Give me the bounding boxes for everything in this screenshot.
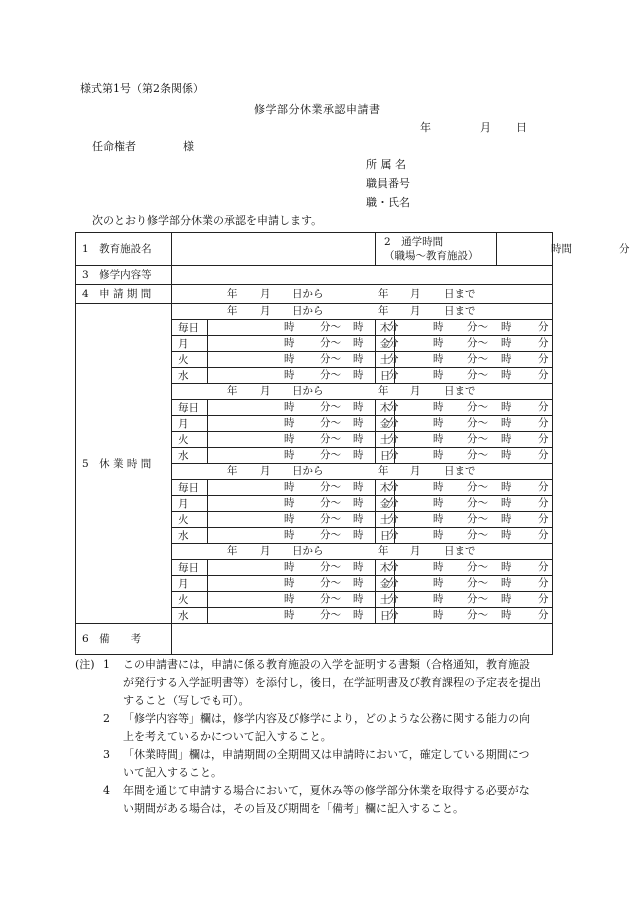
right-hour-unit-2: 時 [501, 529, 512, 541]
note-line: この申請書には，申請に係る教育施設の入学を証明する書類（合格通知，教育施設 [123, 658, 530, 671]
day-label: 日 [376, 608, 395, 624]
time-input[interactable] [395, 352, 553, 368]
day-label: 毎日 [172, 560, 208, 576]
left-minute-unit: 分 [388, 337, 399, 349]
time-input[interactable] [395, 496, 553, 512]
date-month: 月 [480, 121, 491, 134]
right-hour-unit: 時 [433, 449, 444, 461]
time-input[interactable] [208, 416, 399, 432]
day-label: 土 [376, 592, 395, 608]
left-hour-unit-2: 時 [353, 449, 364, 461]
leave-hours-label: 5 休 業 時 間 [76, 304, 172, 624]
right-hour-unit-2: 時 [501, 497, 512, 509]
left-minute-unit: 分 [388, 593, 399, 605]
period-month: 月 [260, 288, 271, 300]
right-minute-unit: 分 [538, 417, 549, 429]
commute-cell [376, 233, 630, 266]
day-label: 毎日 [172, 480, 208, 496]
time-input[interactable] [208, 512, 399, 528]
date-day: 日 [516, 121, 527, 134]
day-label: 木 [376, 320, 395, 336]
left-hour-unit: 時 [284, 609, 295, 621]
left-hour-unit-2: 時 [353, 561, 364, 573]
right-minute-from: 分～ [467, 529, 488, 541]
day-label: 火 [172, 592, 208, 608]
left-hour-unit-2: 時 [353, 401, 364, 413]
period-month-2: 月 [410, 288, 421, 300]
right-minute-from: 分～ [467, 513, 488, 525]
commute-label-box [376, 233, 497, 265]
left-hour-unit: 時 [284, 529, 295, 541]
left-hour-unit: 時 [284, 417, 295, 429]
right-hour-unit: 時 [433, 529, 444, 541]
right-minute-from: 分～ [467, 481, 488, 493]
period-until: 日まで [444, 288, 476, 300]
time-input[interactable] [208, 560, 399, 576]
day-label: 土 [376, 512, 395, 528]
leave-period-year: 年 [227, 545, 238, 557]
left-hour-unit-2: 時 [353, 417, 364, 429]
time-input[interactable] [208, 448, 399, 464]
leave-period-input[interactable] [172, 544, 553, 560]
time-input[interactable] [208, 320, 399, 336]
left-hour-unit: 時 [284, 561, 295, 573]
left-hour-unit: 時 [284, 481, 295, 493]
left-minute-from: 分～ [320, 593, 341, 605]
left-minute-unit: 分 [388, 401, 399, 413]
day-label: 日 [376, 528, 395, 544]
left-minute-unit: 分 [388, 561, 399, 573]
left-minute-unit: 分 [388, 497, 399, 509]
note-line: 年間を通じて申請する場合において，夏休み等の修学部分休業を取得する必要がな [123, 784, 530, 797]
commute-minutes-unit: 分 [619, 243, 630, 255]
day-label: 木 [376, 480, 395, 496]
document-title: 修学部分休業承認申請書 [254, 103, 381, 116]
right-hour-unit-2: 時 [501, 337, 512, 349]
left-minute-from: 分～ [320, 353, 341, 365]
leave-period-year: 年 [227, 465, 238, 477]
left-hour-unit-2: 時 [353, 529, 364, 541]
application-period-input[interactable] [172, 285, 553, 304]
leave-period-month-2: 月 [410, 385, 421, 397]
day-label: 火 [172, 432, 208, 448]
notes-prefix: (注) [75, 658, 95, 671]
leave-period-month-2: 月 [410, 545, 421, 557]
time-input[interactable] [395, 576, 553, 592]
right-minute-unit: 分 [538, 513, 549, 525]
day-label: 金 [376, 576, 395, 592]
leave-period-until: 日まで [444, 305, 476, 317]
right-hour-unit-2: 時 [501, 369, 512, 381]
right-minute-from: 分～ [467, 561, 488, 573]
left-hour-unit-2: 時 [353, 337, 364, 349]
intro-text: 次のとおり修学部分休業の承認を申請します。 [92, 214, 323, 227]
left-minute-from: 分～ [320, 337, 341, 349]
left-minute-from: 分～ [320, 417, 341, 429]
notes-section [75, 656, 565, 818]
period-year: 年 [227, 288, 238, 300]
leave-period-until: 日まで [444, 545, 476, 557]
right-hour-unit: 時 [433, 497, 444, 509]
right-minute-unit: 分 [538, 401, 549, 413]
leave-period-month: 月 [260, 305, 271, 317]
institution-label: 1 教育施設名 [76, 233, 172, 266]
left-hour-unit-2: 時 [353, 497, 364, 509]
time-input[interactable] [208, 432, 399, 448]
left-minute-from: 分～ [320, 401, 341, 413]
left-minute-unit: 分 [388, 529, 399, 541]
applicant-staffno-label: 職員番号 [366, 177, 410, 190]
leave-period-year: 年 [227, 305, 238, 317]
leave-period-from: 日から [292, 305, 324, 317]
right-minute-from: 分～ [467, 417, 488, 429]
day-label: 月 [172, 496, 208, 512]
left-minute-from: 分～ [320, 609, 341, 621]
right-minute-unit: 分 [538, 321, 549, 333]
row-institution [76, 233, 553, 266]
leave-period-from: 日から [292, 465, 324, 477]
leave-period-year-2: 年 [378, 545, 389, 557]
time-input[interactable] [395, 432, 553, 448]
left-minute-unit: 分 [388, 481, 399, 493]
right-minute-from: 分～ [467, 593, 488, 605]
left-minute-unit: 分 [388, 433, 399, 445]
right-minute-from: 分～ [467, 577, 488, 589]
left-hour-unit: 時 [284, 593, 295, 605]
day-label: 月 [172, 416, 208, 432]
left-hour-unit-2: 時 [353, 609, 364, 621]
left-hour-unit: 時 [284, 369, 295, 381]
right-minute-unit: 分 [538, 449, 549, 461]
right-minute-unit: 分 [538, 561, 549, 573]
application-period-label: 4 申 請 期 間 [76, 285, 172, 304]
time-input[interactable] [208, 592, 399, 608]
right-hour-unit-2: 時 [501, 417, 512, 429]
leave-period-input[interactable] [172, 384, 553, 400]
note-line: い期間がある場合は，その旨及び期間を「備考」欄に記入すること。 [123, 802, 464, 815]
right-hour-unit-2: 時 [501, 513, 512, 525]
row-study-content [76, 266, 553, 285]
leave-period-month: 月 [260, 385, 271, 397]
row-remarks [76, 624, 553, 655]
note-number: 1 [103, 658, 110, 671]
time-input[interactable] [395, 416, 553, 432]
right-hour-unit: 時 [433, 353, 444, 365]
leave-period-year-2: 年 [378, 465, 389, 477]
left-hour-unit: 時 [284, 497, 295, 509]
leave-period-year-2: 年 [378, 305, 389, 317]
day-label: 土 [376, 352, 395, 368]
right-minute-unit: 分 [538, 577, 549, 589]
left-hour-unit-2: 時 [353, 353, 364, 365]
left-hour-unit: 時 [284, 321, 295, 333]
time-input[interactable] [208, 480, 399, 496]
right-minute-unit: 分 [538, 353, 549, 365]
day-label: 金 [376, 416, 395, 432]
institution-input[interactable] [172, 233, 376, 266]
time-input[interactable] [395, 336, 553, 352]
time-input[interactable] [395, 480, 553, 496]
left-minute-unit: 分 [388, 417, 399, 429]
right-hour-unit-2: 時 [501, 433, 512, 445]
left-minute-from: 分～ [320, 529, 341, 541]
right-hour-unit-2: 時 [501, 593, 512, 605]
time-input[interactable] [395, 608, 553, 624]
day-label: 水 [172, 608, 208, 624]
right-minute-from: 分～ [467, 337, 488, 349]
note-line: 「修学内容等」欄は，修学内容及び修学により，どのような公務に関する能力の向 [123, 712, 530, 725]
leave-period-until: 日まで [444, 385, 476, 397]
left-hour-unit: 時 [284, 449, 295, 461]
note-item [75, 710, 565, 746]
leave-period-month: 月 [260, 465, 271, 477]
right-hour-unit: 時 [433, 609, 444, 621]
day-label: 金 [376, 496, 395, 512]
right-hour-unit-2: 時 [501, 353, 512, 365]
right-minute-from: 分～ [467, 433, 488, 445]
time-input[interactable] [395, 592, 553, 608]
leave-period-row [76, 304, 553, 320]
right-minute-from: 分～ [467, 401, 488, 413]
date-year: 年 [420, 121, 431, 134]
day-label: 火 [172, 512, 208, 528]
right-hour-unit-2: 時 [501, 481, 512, 493]
left-minute-unit: 分 [388, 369, 399, 381]
right-minute-unit: 分 [538, 529, 549, 541]
right-minute-from: 分～ [467, 369, 488, 381]
left-hour-unit-2: 時 [353, 513, 364, 525]
time-input[interactable] [208, 528, 399, 544]
left-hour-unit-2: 時 [353, 433, 364, 445]
left-minute-from: 分～ [320, 561, 341, 573]
time-input[interactable] [395, 448, 553, 464]
left-minute-from: 分～ [320, 577, 341, 589]
right-minute-from: 分～ [467, 449, 488, 461]
day-label: 木 [376, 400, 395, 416]
note-line: が発行する入学証明書等）を添付し，後日，在学証明書及び教育課程の予定表を提出 [123, 676, 541, 689]
leave-period-until: 日まで [444, 465, 476, 477]
day-label: 水 [172, 448, 208, 464]
left-hour-unit-2: 時 [353, 577, 364, 589]
leave-period-input[interactable] [172, 464, 553, 480]
right-hour-unit: 時 [433, 337, 444, 349]
right-hour-unit-2: 時 [501, 609, 512, 621]
leave-period-year-2: 年 [378, 385, 389, 397]
right-minute-unit: 分 [538, 609, 549, 621]
left-minute-from: 分～ [320, 449, 341, 461]
right-minute-unit: 分 [538, 593, 549, 605]
left-hour-unit: 時 [284, 353, 295, 365]
left-minute-unit: 分 [388, 577, 399, 589]
time-input[interactable] [395, 368, 553, 384]
form-number: 様式第1号（第2条関係） [80, 82, 204, 95]
right-hour-unit-2: 時 [501, 449, 512, 461]
left-minute-unit: 分 [388, 609, 399, 621]
right-hour-unit-2: 時 [501, 321, 512, 333]
commute-sublabel: （職場～教育施設） [384, 250, 479, 262]
day-label: 月 [172, 336, 208, 352]
left-minute-from: 分～ [320, 481, 341, 493]
left-minute-from: 分～ [320, 369, 341, 381]
day-label: 水 [172, 528, 208, 544]
right-hour-unit-2: 時 [501, 401, 512, 413]
left-minute-unit: 分 [388, 513, 399, 525]
right-minute-from: 分～ [467, 497, 488, 509]
day-label: 日 [376, 368, 395, 384]
period-year-2: 年 [378, 288, 389, 300]
left-hour-unit-2: 時 [353, 369, 364, 381]
note-line: すること（写しでも可）。 [123, 694, 250, 707]
right-minute-unit: 分 [538, 337, 549, 349]
left-hour-unit-2: 時 [353, 481, 364, 493]
note-number: 4 [103, 784, 110, 797]
note-line: 「休業時間」欄は，申請期間の全期間又は申請時において，確定している期間につ [123, 748, 530, 761]
left-hour-unit: 時 [284, 577, 295, 589]
left-hour-unit: 時 [284, 401, 295, 413]
time-input[interactable] [208, 336, 399, 352]
note-line: 上を考えているかについて記入すること。 [123, 730, 332, 743]
applicant-name-label: 職・氏名 [366, 196, 410, 209]
time-input[interactable] [395, 320, 553, 336]
row-application-period [76, 285, 553, 304]
study-content-input[interactable] [172, 266, 553, 285]
day-label: 毎日 [172, 400, 208, 416]
right-hour-unit: 時 [433, 577, 444, 589]
addressee-honorific: 様 [183, 140, 194, 153]
time-input[interactable] [208, 352, 399, 368]
note-line: いて記入すること。 [123, 766, 222, 779]
time-input[interactable] [208, 608, 399, 624]
day-label: 毎日 [172, 320, 208, 336]
right-minute-from: 分～ [467, 321, 488, 333]
study-content-label: 3 修学内容等 [76, 266, 172, 285]
left-hour-unit: 時 [284, 433, 295, 445]
leave-period-year: 年 [227, 385, 238, 397]
leave-period-from: 日から [292, 385, 324, 397]
left-minute-from: 分～ [320, 513, 341, 525]
leave-hours-section [76, 304, 553, 624]
time-input[interactable] [208, 576, 399, 592]
remarks-input[interactable] [172, 624, 553, 655]
right-hour-unit: 時 [433, 513, 444, 525]
left-hour-unit: 時 [284, 513, 295, 525]
time-input[interactable] [208, 400, 399, 416]
day-label: 日 [376, 448, 395, 464]
right-minute-unit: 分 [538, 369, 549, 381]
note-number: 2 [103, 712, 110, 725]
left-hour-unit-2: 時 [353, 593, 364, 605]
left-minute-unit: 分 [388, 353, 399, 365]
leave-period-month: 月 [260, 545, 271, 557]
leave-period-from: 日から [292, 545, 324, 557]
right-hour-unit: 時 [433, 481, 444, 493]
day-label: 土 [376, 432, 395, 448]
right-hour-unit: 時 [433, 593, 444, 605]
right-minute-from: 分～ [467, 609, 488, 621]
time-input[interactable] [208, 496, 399, 512]
right-minute-from: 分～ [467, 353, 488, 365]
left-minute-from: 分～ [320, 433, 341, 445]
leave-period-month-2: 月 [410, 305, 421, 317]
note-item [75, 746, 565, 782]
day-label: 火 [172, 352, 208, 368]
period-from: 日から [292, 288, 324, 300]
leave-period-month-2: 月 [410, 465, 421, 477]
right-minute-unit: 分 [538, 481, 549, 493]
commute-hours-unit: 時間 [551, 243, 572, 255]
applicant-dept-label: 所 属 名 [366, 158, 406, 171]
left-minute-unit: 分 [388, 449, 399, 461]
time-input[interactable] [395, 400, 553, 416]
right-hour-unit-2: 時 [501, 577, 512, 589]
note-number: 3 [103, 748, 110, 761]
remarks-label: 6 備 考 [76, 624, 172, 655]
time-input[interactable] [395, 528, 553, 544]
left-minute-from: 分～ [320, 497, 341, 509]
left-minute-unit: 分 [388, 321, 399, 333]
right-hour-unit: 時 [433, 401, 444, 413]
commute-label: 2 通学時間 [384, 236, 444, 248]
right-hour-unit: 時 [433, 433, 444, 445]
day-label: 金 [376, 336, 395, 352]
note-item [75, 782, 565, 818]
application-table [75, 232, 630, 655]
leave-period-input[interactable] [172, 304, 553, 320]
right-minute-unit: 分 [538, 433, 549, 445]
left-hour-unit-2: 時 [353, 321, 364, 333]
right-hour-unit: 時 [433, 417, 444, 429]
day-label: 木 [376, 560, 395, 576]
left-minute-from: 分～ [320, 321, 341, 333]
right-minute-unit: 分 [538, 497, 549, 509]
time-input[interactable] [208, 368, 399, 384]
day-label: 月 [172, 576, 208, 592]
day-label: 水 [172, 368, 208, 384]
addressee: 任命権者 [92, 140, 136, 153]
right-hour-unit-2: 時 [501, 561, 512, 573]
time-input[interactable] [395, 512, 553, 528]
right-hour-unit: 時 [433, 561, 444, 573]
right-hour-unit: 時 [433, 321, 444, 333]
note-item [75, 656, 565, 710]
time-input[interactable] [395, 560, 553, 576]
right-hour-unit: 時 [433, 369, 444, 381]
left-hour-unit: 時 [284, 337, 295, 349]
